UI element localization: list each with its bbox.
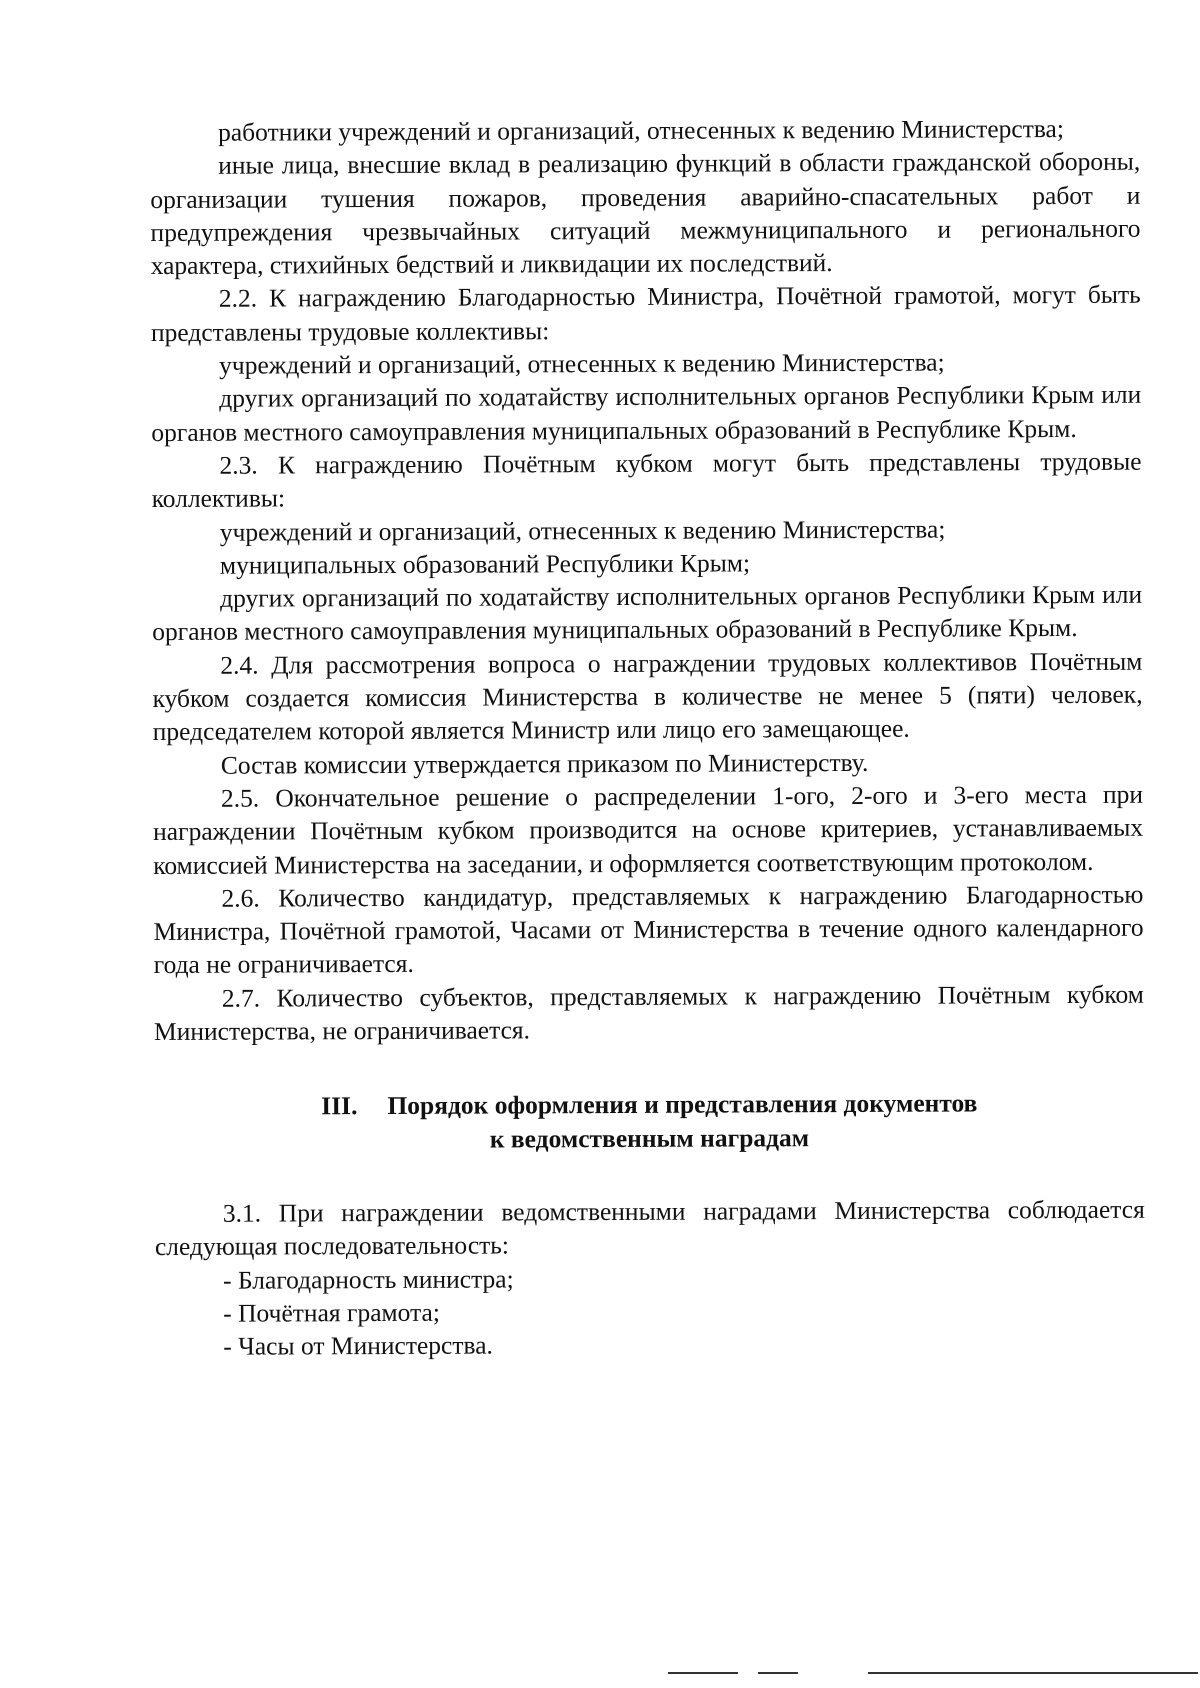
paragraph-2-3-other-orgs: других организаций по ходатайству исполнительных органов Республики Крым или органов местного самоуправления муниципальных образований в Республике Крым. xyxy=(152,579,1143,647)
paragraph-2-7: 2.7. Количество субъектов, представляемых к награждению Почётным кубком Министерства, не ограничивается. xyxy=(153,979,1144,1047)
paragraph-employees: работники учреждений и организаций, отнесенных к ведению Министерства; xyxy=(218,114,1064,147)
document-body xyxy=(150,112,1145,1364)
list-item: - Почётная грамота; xyxy=(223,1297,440,1328)
scan-line xyxy=(758,1672,798,1674)
paragraph-3-1: 3.1. При награждении ведомственными наградами Министерства соблюдается следующая последовательность: xyxy=(154,1194,1145,1262)
award-sequence-list xyxy=(155,1259,1145,1363)
paragraph-commission-composition: Состав комиссии утверждается приказом по Министерству. xyxy=(220,747,869,780)
paragraph-2-5: 2.5. Окончательное решение о распределении 1-ого, 2-ого и 3-его места при награждении Почётным кубком производится на основе критериев, устанавливаемых комиссией Министерства на заседании, и оформляется соответствующим протоколом. xyxy=(153,779,1144,880)
paragraph-other-persons: иные лица, внесшие вклад в реализацию функций в области гражданской обороны, организации тушения пожаров, проведения аварийно-спасательных работ и предупреждения чрезвычайных ситуаций межмуниципального и регионального характера, стихийных бедствий и ликвидации их последствий. xyxy=(150,146,1141,281)
paragraph-2-2-institutions: учреждений и организаций, отнесенных к ведению Министерства; xyxy=(219,347,945,380)
scan-line xyxy=(668,1672,738,1674)
section-title-line-1: Порядок оформления и представления документов xyxy=(387,1088,978,1121)
paragraph-2-3: 2.3. К награждению Почётным кубком могут быть представлены трудовые коллективы: xyxy=(151,446,1142,514)
scan-artifact-lines xyxy=(0,1672,1200,1680)
section-title-line-2: к ведомственным наградам xyxy=(489,1122,810,1154)
list-item: - Благодарность министра; xyxy=(223,1263,514,1295)
section-number: III. xyxy=(321,1091,358,1121)
paragraph-2-2-other-orgs: других организаций по ходатайству исполнительных органов Республики Крым или органов местного самоуправления муниципальных образований в Республике Крым. xyxy=(151,380,1142,447)
paragraph-2-4: 2.4. Для рассмотрения вопроса о награждении трудовых коллективов Почётным кубком создается комиссия Министерства в количестве не менее 5 (пяти) человек, председателем которой является Министр или лицо его замещающее. xyxy=(152,646,1143,747)
paragraph-2-6: 2.6. Количество кандидатур, представляемых к награждению Благодарностью Министра, Почётной грамотой, Часами от Министерства в течение одного календарного года не ограничивается. xyxy=(153,879,1144,980)
paragraph-2-3-municipal: муниципальных образований Республики Крым; xyxy=(219,548,751,580)
section-heading xyxy=(154,1086,1144,1157)
paragraph-2-2: 2.2. К награждению Благодарностью Министра, Почётной грамотой, могут быть представлены трудовые коллективы: xyxy=(150,280,1141,347)
scan-line xyxy=(868,1672,1198,1674)
list-item: - Часы от Министерства. xyxy=(223,1330,493,1361)
paragraph-2-3-institutions: учреждений и организаций, отнесенных к ведению Министерства; xyxy=(219,514,946,547)
